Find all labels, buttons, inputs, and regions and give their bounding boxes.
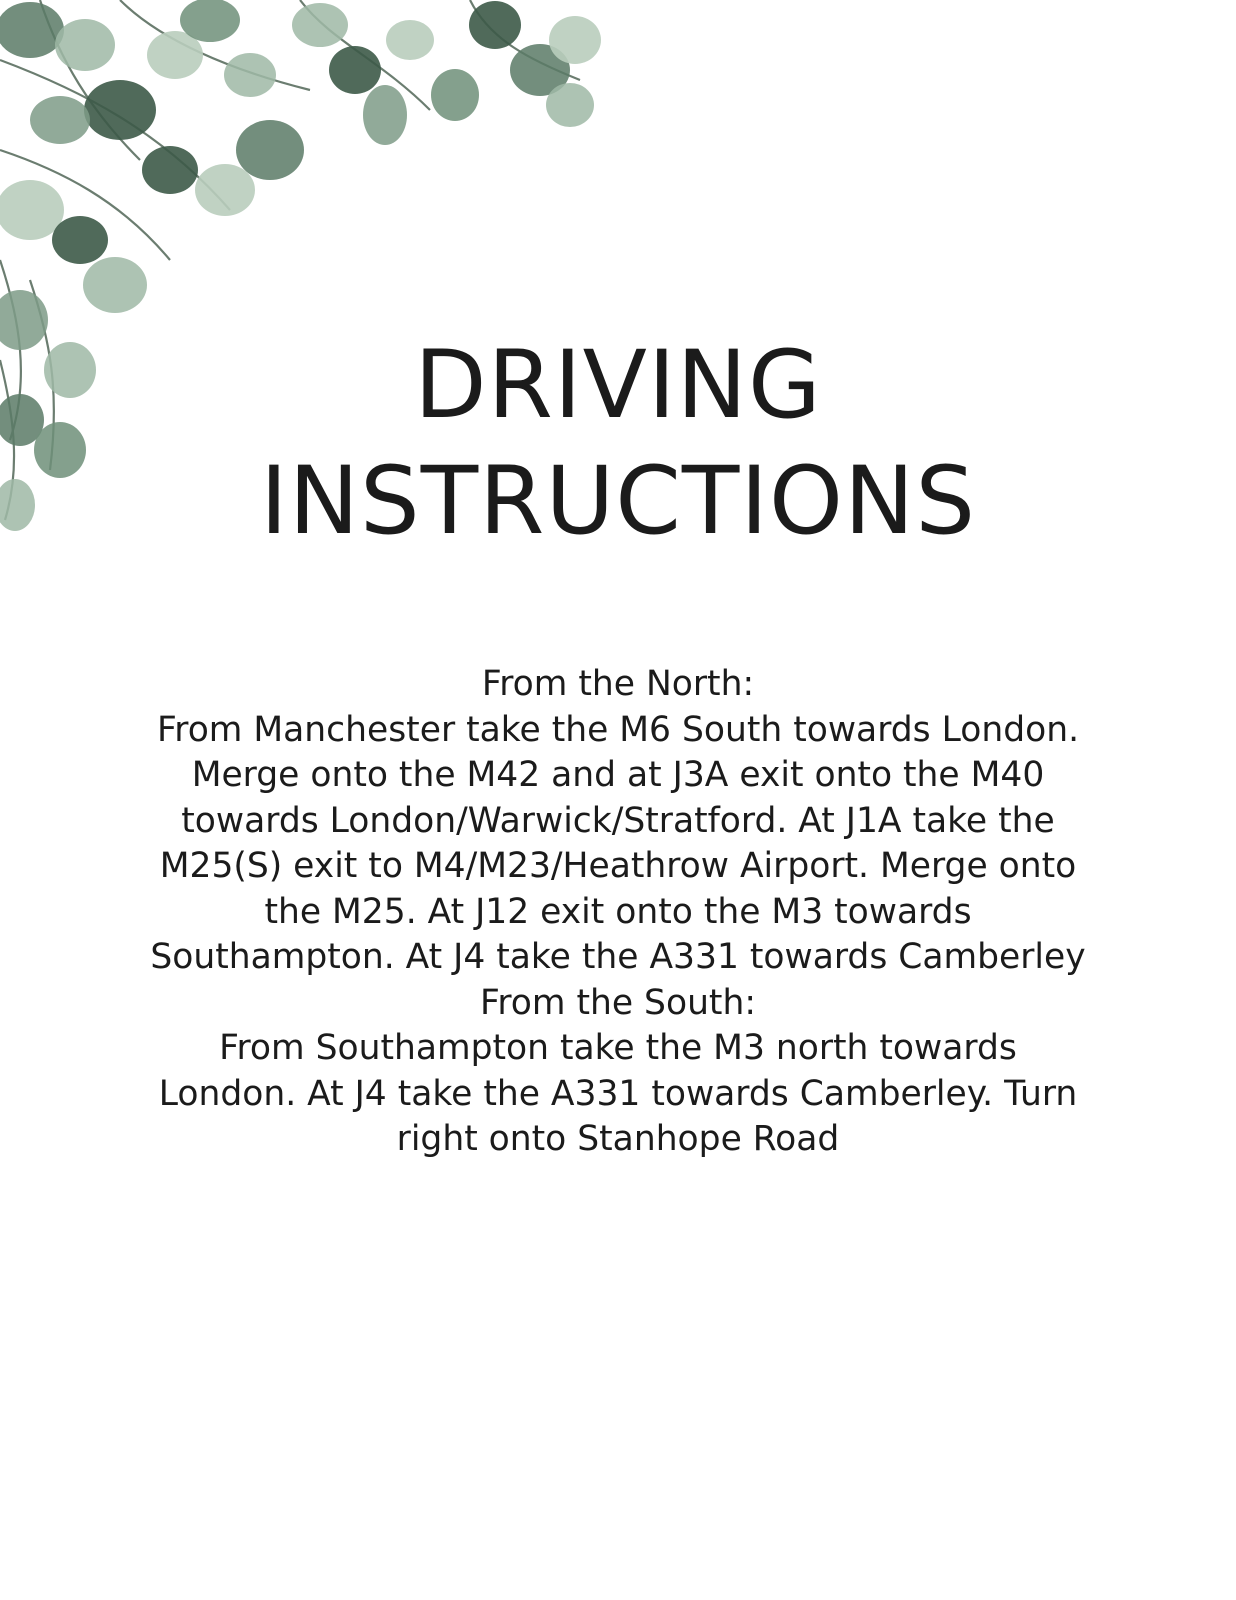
page-title — [0, 328, 1236, 560]
title-line-1: DRIVING — [414, 331, 822, 440]
title-line-2: INSTRUCTIONS — [260, 447, 976, 556]
section-text-north: From Manchester take the M6 South towards London. Merge onto the M42 and at J3A exit onto the M40 towards London/Warwick/Stratford. At J1A take the M25(S) exit to M4/M23/Heathrow Airport. Merge onto the M25. At J12 exit onto the M3 towards Southampton. At J4 take the A331 towards Camberley — [150, 709, 1086, 977]
section-text-south: From Southampton take the M3 north towards London. At J4 take the A331 towards Camberley. Turn right onto Stanhope Road — [158, 1028, 1078, 1159]
directions-body — [150, 662, 1086, 1163]
section-heading-north: From the North: — [481, 664, 755, 704]
section-heading-south: From the South: — [480, 982, 756, 1023]
